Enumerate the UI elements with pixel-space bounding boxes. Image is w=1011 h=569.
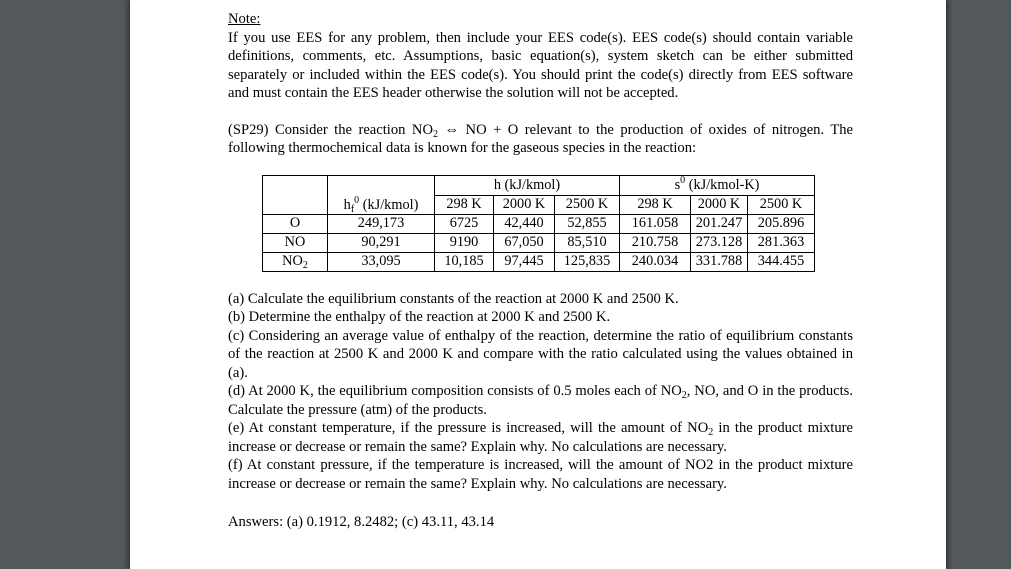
- h-temp-298: 298 K: [435, 195, 494, 214]
- document-page: [130, 0, 946, 569]
- h-group-header: h (kJ/kmol): [435, 175, 620, 195]
- s2000-cell: 273.128: [691, 233, 748, 252]
- subscript: 2: [433, 128, 439, 140]
- superscript: 0: [680, 174, 686, 186]
- hf-cell: 33,095: [328, 252, 435, 271]
- hf-header-cell: [328, 175, 435, 214]
- s-temp-2000: 2000 K: [691, 195, 748, 214]
- question-e-after: in the product mixture increase or decrease or remain the same? Explain why. No calculations are necessary.: [228, 420, 853, 455]
- species-cell: [263, 214, 328, 233]
- s2000-cell: 331.788: [691, 252, 748, 271]
- s-group-header: [620, 175, 815, 195]
- thermo-table-wrapper: [262, 175, 853, 272]
- question-d: [228, 382, 853, 419]
- question-b: (b) Determine the enthalpy of the reaction at 2000 K and 2500 K.: [228, 309, 611, 325]
- s2500-cell: 344.455: [748, 252, 815, 271]
- h2000-cell: 42,440: [494, 214, 555, 233]
- question-e-before: (e) At constant temperature, if the pressure is increased, will the amount of NO: [228, 420, 709, 436]
- s2500-cell: 205.896: [748, 214, 815, 233]
- species-cell: [263, 233, 328, 252]
- subscript: 2: [302, 260, 308, 272]
- questions-list: [228, 290, 853, 494]
- species-name: NO: [284, 234, 306, 251]
- table-row: [263, 252, 815, 271]
- question-d-after: , NO, and O in the products. Calculate the pressure (atm) of the products.: [228, 383, 853, 418]
- question-d-before: (d) At 2000 K, the equilibrium composition consists of 0.5 moles each of NO: [228, 383, 682, 399]
- h2000-cell: 67,050: [494, 233, 555, 252]
- hf-cell: 90,291: [328, 233, 435, 252]
- species-header-cell: [263, 175, 328, 214]
- h-temp-2000: 2000 K: [494, 195, 555, 214]
- problem-intro-after: NO + O relevant to the production of oxides of nitrogen. The following thermochemical data is known for the gaseous species in the reaction:: [228, 121, 854, 156]
- page-content: [228, 10, 853, 532]
- subscript: 2: [681, 390, 687, 401]
- s-symbol: s: [674, 176, 681, 193]
- h2500-cell: 85,510: [555, 233, 620, 252]
- question-c: (c) Considering an average value of enthalpy of the reaction, determine the ratio of equilibrium constants of the reaction at 2500 K and 2000 K and compare with the ratio calculated using the values obtained in (a).: [228, 327, 853, 381]
- h298-cell: 10,185: [435, 252, 494, 271]
- note-label: Note:: [228, 11, 261, 27]
- table-row: [263, 233, 815, 252]
- s-temp-2500: 2500 K: [748, 195, 815, 214]
- h2000-cell: 97,445: [494, 252, 555, 271]
- s298-cell: 161.058: [620, 214, 691, 233]
- note-text: If you use EES for any problem, then include your EES code(s). EES code(s) should contain variable definitions, comments, etc. Assumptions, basic equation(s), system sketch can be either submitted separately or included within the EES code(s). You should print the code(s) directly from EES software and must contain the EES header otherwise the solution will not be accepted.: [228, 29, 853, 101]
- species-cell: [263, 252, 328, 271]
- h-temp-2500: 2500 K: [555, 195, 620, 214]
- question-e: [228, 419, 853, 456]
- h2500-cell: 125,835: [555, 252, 620, 271]
- subscript: 2: [708, 427, 714, 438]
- problem-id: (SP29): [228, 121, 269, 138]
- s2000-cell: 201.247: [691, 214, 748, 233]
- question-f: (f) At constant pressure, if the temperature is increased, will the amount of NO2 in the product mixture increase or decrease or remain the same? Explain why. No calculations are necessary.: [228, 457, 853, 492]
- species-name: NO: [282, 253, 303, 270]
- thermochemical-data-table: [262, 175, 815, 272]
- answers-line: Answers: (a) 0.1912, 8.2482; (c) 43.11, 43.14: [228, 514, 495, 530]
- s2500-cell: 281.363: [748, 233, 815, 252]
- problem-statement: [228, 121, 853, 158]
- subscript: f: [350, 204, 355, 215]
- hf-unit: (kJ/kmol): [359, 197, 419, 213]
- superscript: 0: [354, 195, 360, 206]
- s-unit: (kJ/kmol-K): [685, 176, 760, 193]
- species-name: O: [289, 215, 301, 232]
- h298-cell: 9190: [435, 233, 494, 252]
- h2500-cell: 52,855: [555, 214, 620, 233]
- problem-intro-before: Consider the reaction NO: [275, 121, 434, 138]
- hf-cell: 249,173: [328, 214, 435, 233]
- s-temp-298: 298 K: [620, 195, 691, 214]
- hf-symbol: h: [343, 197, 351, 213]
- table-row: [263, 214, 815, 233]
- equilibrium-arrow-icon: ⇔: [438, 121, 466, 138]
- s298-cell: 210.758: [620, 233, 691, 252]
- h298-cell: 6725: [435, 214, 494, 233]
- s298-cell: 240.034: [620, 252, 691, 271]
- question-a: (a) Calculate the equilibrium constants of the reaction at 2000 K and 2500 K.: [228, 290, 679, 307]
- table-header-row-group: [263, 175, 815, 195]
